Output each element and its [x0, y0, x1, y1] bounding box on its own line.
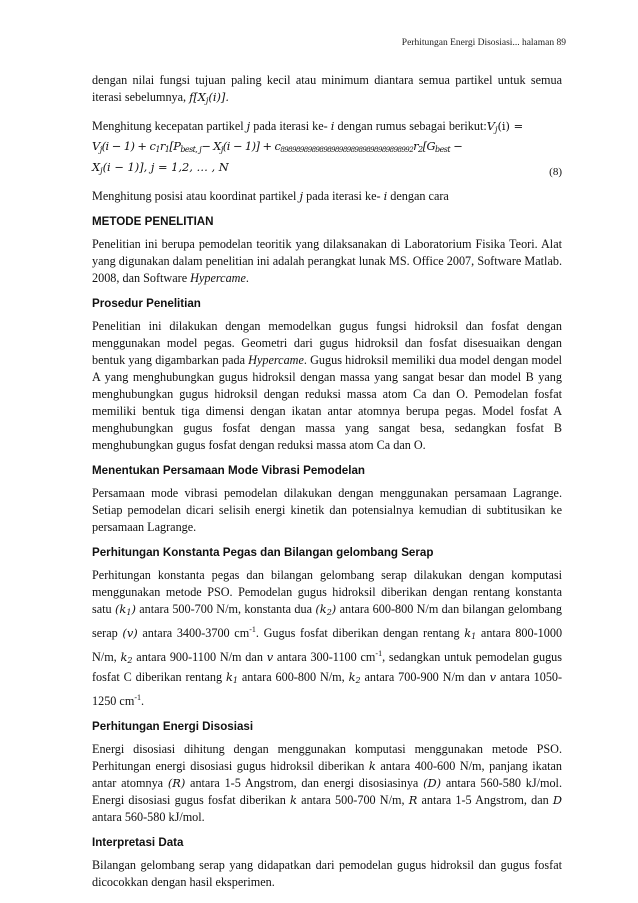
paragraph-metode: Penelitian ini berupa pemodelan teoritik yang dilaksanakan di Laboratorium Fisika Teori. Alat yang digunakan dalam penelitian ini adalah perangkat lunak MS. Office 2007, Software Matlab. 2008, dan Software Hypercame.: [92, 237, 562, 285]
body-column: [92, 72, 562, 900]
paragraph-prosedur: Penelitian ini dilakukan dengan memodelkan gugus fungsi hidroksil dan fosfat dengan menggunakan model pegas. Geometri dari gugus hidroksil dan fosfat disesuaikan dengan bentuk yang digambarkan pada Hypercame. Gugus hidroksil memiliki dua model dengan model A yang menghubungkan gugus hidroksil dengan massa yang sangat besar dan model B yang menghubungkan gugus hidroksil dengan reduksi massa atom Ca dan O. Pemodelan fosfat memiliki bentuk tiga dimensi dengan ikatan antar atomnya berupa pegas. Model fosfat A menghubungkan gugus fosfat dengan massa yang sangat besa, sedangkan fosfat B menghubungkan gugus fosfat dengan reduksi massa atom Ca dan O.: [92, 319, 562, 452]
heading-energi: Perhitungan Energi Disosiasi: [92, 720, 254, 733]
equation-number: (8): [549, 166, 562, 178]
heading-interpretasi: Interpretasi Data: [92, 836, 184, 849]
paragraph-objective-intro: [92, 72, 562, 109]
heading-metode: METODE PENELITIAN: [92, 215, 214, 228]
eq-line-2: $V_j(i - 1) + c_1r_1[P_{best, j}- X_j(i - 1)] + c_{8989898989898989898989898989898992}r_2[G_{best}$ −: [92, 139, 463, 154]
heading-prosedur: Prosedur Penelitian: [92, 297, 201, 310]
velocity-equation-block: Menghitung kecepatan partikel j pada iterasi ke- i dengan rumus sebagai $berikut:V_j(i)$ = $V_j(i - 1) + c_1r_1[P_{best, j}- X_j(i - 1)] + c_{8989898989898989898989898989898992}r_2[G_{best}$ − $X_j(i - 1)$], j = 1,2, … , N (8): [92, 118, 562, 179]
heading-vibrasi: Menentukan Persamaan Mode Vibrasi Pemodelan: [92, 464, 365, 477]
eq-line-3: $X_j(i - 1)$], j = 1,2, … , N (8): [92, 159, 562, 179]
eq-lhs: $V_j(i)$ =: [486, 119, 524, 134]
running-head: Perhitungan Energi Disosiasi... halaman 89: [401, 38, 566, 48]
paragraph-interpretasi: Bilangan gelombang serap yang didapatkan dari pemodelan gugus hidroksil dan gugus fosfat dicocokkan dengan hasil eksperimen.: [92, 858, 562, 889]
paragraph-energi: Energi disosiasi dihitung dengan menggunakan komputasi menggunakan metode PSO. Perhitungan energi disosiasi gugus hidroksil diberikan k antara 400-600 N/m, panjang ikatan antar atomnya (R) antara 1-5 Angstrom, dan energi disosiasinya (D) antara 560-580 kJ/mol. Energi disosiasi gugus fosfat diberikan k antara 500-700 N/m, R antara 1-5 Angstrom, dan D antara 560-580 kJ/mol.: [92, 742, 563, 824]
text: dengan nilai fungsi tujuan paling kecil atau minimum diantara semua partikel untuk semua iterasi sebelumnya,: [92, 73, 562, 104]
formula-best: $f[X_j(i)]$.: [189, 90, 230, 105]
paragraph-vibrasi: Persamaan mode vibrasi pemodelan dilakukan dengan menggunakan persamaan Lagrange. Setiap pemodelan dicari selisih energi kinetik dan potensialnya kemudian di subtitusikan ke persamaan Lagrange.: [92, 486, 562, 534]
paragraph-konstanta: Perhitungan konstanta pegas dan bilangan gelombang serap dilakukan dengan komputasi menggunakan metode PSO. Pemodelan gugus hidroksil diberikan dengan rentang konstanta satu $(k_1)$ antara 500-700 N/m, konstanta dua $(k_2)$ antara 600-800 N/m dan bilangan gelombang serap (v) antara 3400-3700 $cm^{-1}$. Gugus fosfat diberikan dengan rentang $k_1$ antara 800-1000 N/m, $k_2$ antara 900-1100 N/m dan v antara 300-1100 $cm^{-1}$, sedangkan untuk pemodelan gugus fosfat C diberikan rentang $k_1$ antara 600-800 N/m, $k_2$ antara 700-900 N/m dan v antara 1050-1250 $cm^{-1}$.: [92, 568, 563, 708]
paragraph-position: Menghitung posisi atau koordinat partikel j pada iterasi ke- i dengan cara: [92, 189, 449, 203]
heading-konstanta: Perhitungan Konstanta Pegas dan Bilangan gelombang Serap: [92, 546, 434, 559]
